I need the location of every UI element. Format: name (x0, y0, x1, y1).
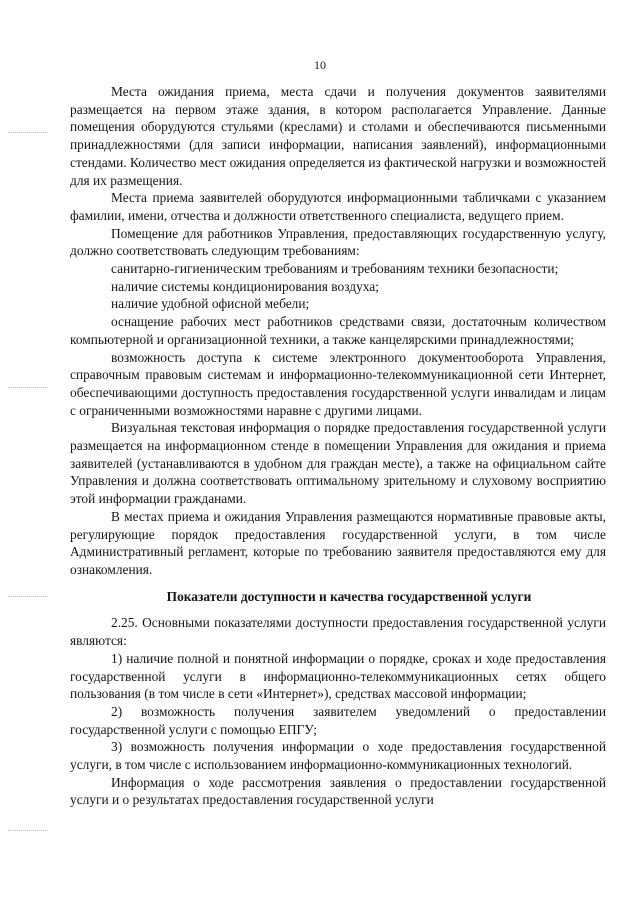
paragraph: Визуальная текстовая информация о порядке предоставления государственной услуги размещается на информационном стенде в помещении Управления для ожидания и приема заявителей (устанавливаются в удобном для граждан месте), а также на официальном сайте Управления и должна соответствовать оптимальному зрительному и слуховому восприятию этой информации гражданами. (70, 420, 606, 507)
list-item: 2) возможность получения заявителем уведомлений о предоставлении государственной услуги с помощью ЕПГУ; (70, 703, 606, 737)
paragraph: Помещение для работников Управления, предоставляющих государственную услугу, должно соответствовать следующим требованиям: (70, 225, 606, 259)
paragraph: 2.25. Основными показателями доступности предоставления государственной услуги являются: (70, 615, 606, 649)
page-number: 10 (314, 58, 326, 72)
margin-scan-mark (8, 830, 48, 833)
margin-scan-mark (8, 596, 48, 599)
paragraph: Информация о ходе рассмотрения заявления о предоставлении государственной услуги и о результатах предоставления государственной услуги (70, 774, 606, 808)
paragraph: Места ожидания приема, места сдачи и получения документов заявителями размещается на первом этаже здания, в котором располагается Управление. Данные помещения оборудуются стульями (креслами) и столами и обеспечиваются письменными принадлежностями (для записи информации, написания заявлений), информационными стендами. Количество мест ожидания определяется из фактической нагрузки и возможностей для их размещения. (70, 84, 606, 188)
paragraph: Места приема заявителей оборудуются информационными табличками с указанием фамилии, имени, отчества и должности ответственного специалиста, ведущего прием. (70, 190, 606, 223)
list-item: наличие системы кондиционирования воздуха; (111, 278, 379, 294)
list-item: наличие удобной офисной мебели; (111, 296, 310, 312)
margin-scan-mark (8, 387, 48, 390)
list-item: 1) наличие полной и понятной информации о порядке, сроках и ходе предоставления государственной услуги в информационно-телекоммуникационных сетях общего пользования (в том числе в сети «Интернет»), средствах массовой информации; (70, 650, 606, 702)
paragraph: В местах приема и ожидания Управления размещаются нормативные правовые акты, регулирующие порядок предоставления государственной услуги, в том числе Административный регламент, которые по требованию заявителя предоставляются ему для ознакомления. (70, 508, 606, 577)
list-item: возможность доступа к системе электронного документооборота Управления, справочным правовым системам и информационно-телекоммуникационной сети Интернет, обеспечивающими доступность предоставления государственной услуги инвалидам и лицам с ограниченными возможностями наравне с другими лицами. (70, 349, 606, 418)
list-item: 3) возможность получения информации о ходе предоставления государственной услуги, в том числе с использованием информационно-коммуникационных технологий. (70, 739, 606, 773)
list-item: оснащение рабочих мест работников средствами связи, достаточным количеством компьютерной и организационной техники, а также канцелярскими принадлежностями; (70, 314, 606, 347)
section-heading: Показатели доступности и качества государственной услуги (166, 588, 532, 604)
margin-scan-mark (8, 132, 48, 135)
list-item: санитарно-гигиеническим требованиям и требованиям техники безопасности; (111, 261, 559, 277)
document-body (70, 83, 606, 809)
